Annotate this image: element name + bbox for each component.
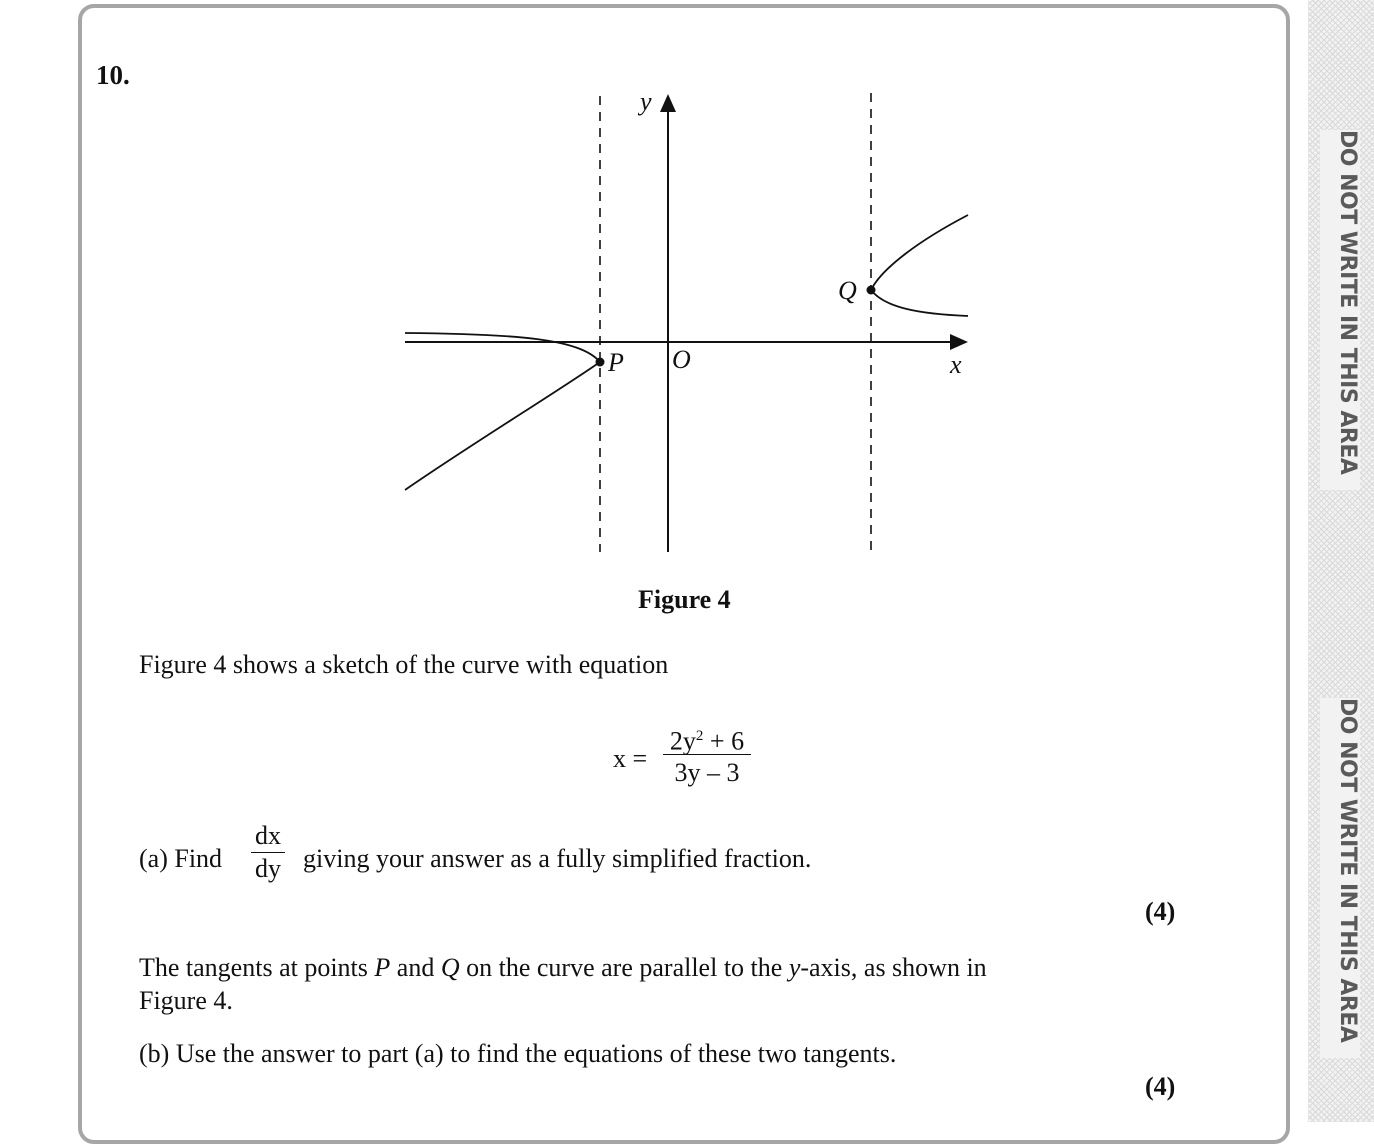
tangents-text-2: and (390, 953, 441, 982)
x-axis-arrow (950, 334, 968, 350)
equation-fraction (661, 718, 753, 791)
point-q-label: Q (838, 276, 857, 305)
equation-numerator (661, 718, 753, 754)
point-p-marker (596, 358, 605, 367)
part-a (139, 820, 1039, 894)
intro-text: Figure 4 shows a sketch of the curve with equation (139, 650, 669, 679)
question-number: 10. (96, 60, 130, 90)
derivative-fraction (251, 820, 285, 885)
figure-caption: Figure 4 (638, 585, 731, 614)
part-a-marks: (4) (1145, 897, 1176, 926)
part-b-text: (b) Use the answer to part (a) to find the equations of these two tangents. (139, 1039, 897, 1068)
margin-warning-bottom: DO NOT WRITE IN THIS AREA (1320, 698, 1360, 1058)
x-axis-label: x (950, 350, 962, 379)
curve-left-branch (405, 333, 600, 490)
tangents-y: y (788, 953, 801, 982)
part-a-label: (a) Find (139, 844, 223, 873)
origin-label: O (672, 345, 691, 374)
margin-warning-top: DO NOT WRITE IN THIS AREA (1320, 130, 1360, 490)
y-axis-label: y (640, 87, 652, 116)
derivative-denominator: dy (255, 854, 281, 883)
tangents-text (139, 951, 1039, 1017)
y-axis-arrow (660, 94, 676, 112)
part-a-text: giving your answer as a fully simplified fraction. (303, 844, 812, 873)
curve-right-branch (871, 215, 968, 316)
tangents-point-q: Q (440, 953, 460, 982)
part-b-marks: (4) (1145, 1072, 1176, 1101)
derivative-numerator: dx (255, 821, 281, 850)
point-p-label: P (608, 348, 624, 377)
tangents-text-3: on the curve are parallel to the (459, 953, 789, 982)
point-q-marker (867, 286, 876, 295)
equation-denominator: 3y – 3 (674, 758, 740, 787)
numerator-rest: + 6 (703, 726, 745, 756)
tangents-text-4: -axis, as shown in Figure 4. (139, 953, 987, 1015)
numerator-base: 2y (669, 726, 696, 756)
numerator-exponent: 2 (695, 728, 704, 744)
tangents-text-1: The tangents at points (139, 953, 375, 982)
equation-lhs: x = (613, 744, 648, 773)
tangents-point-p: P (374, 953, 391, 982)
